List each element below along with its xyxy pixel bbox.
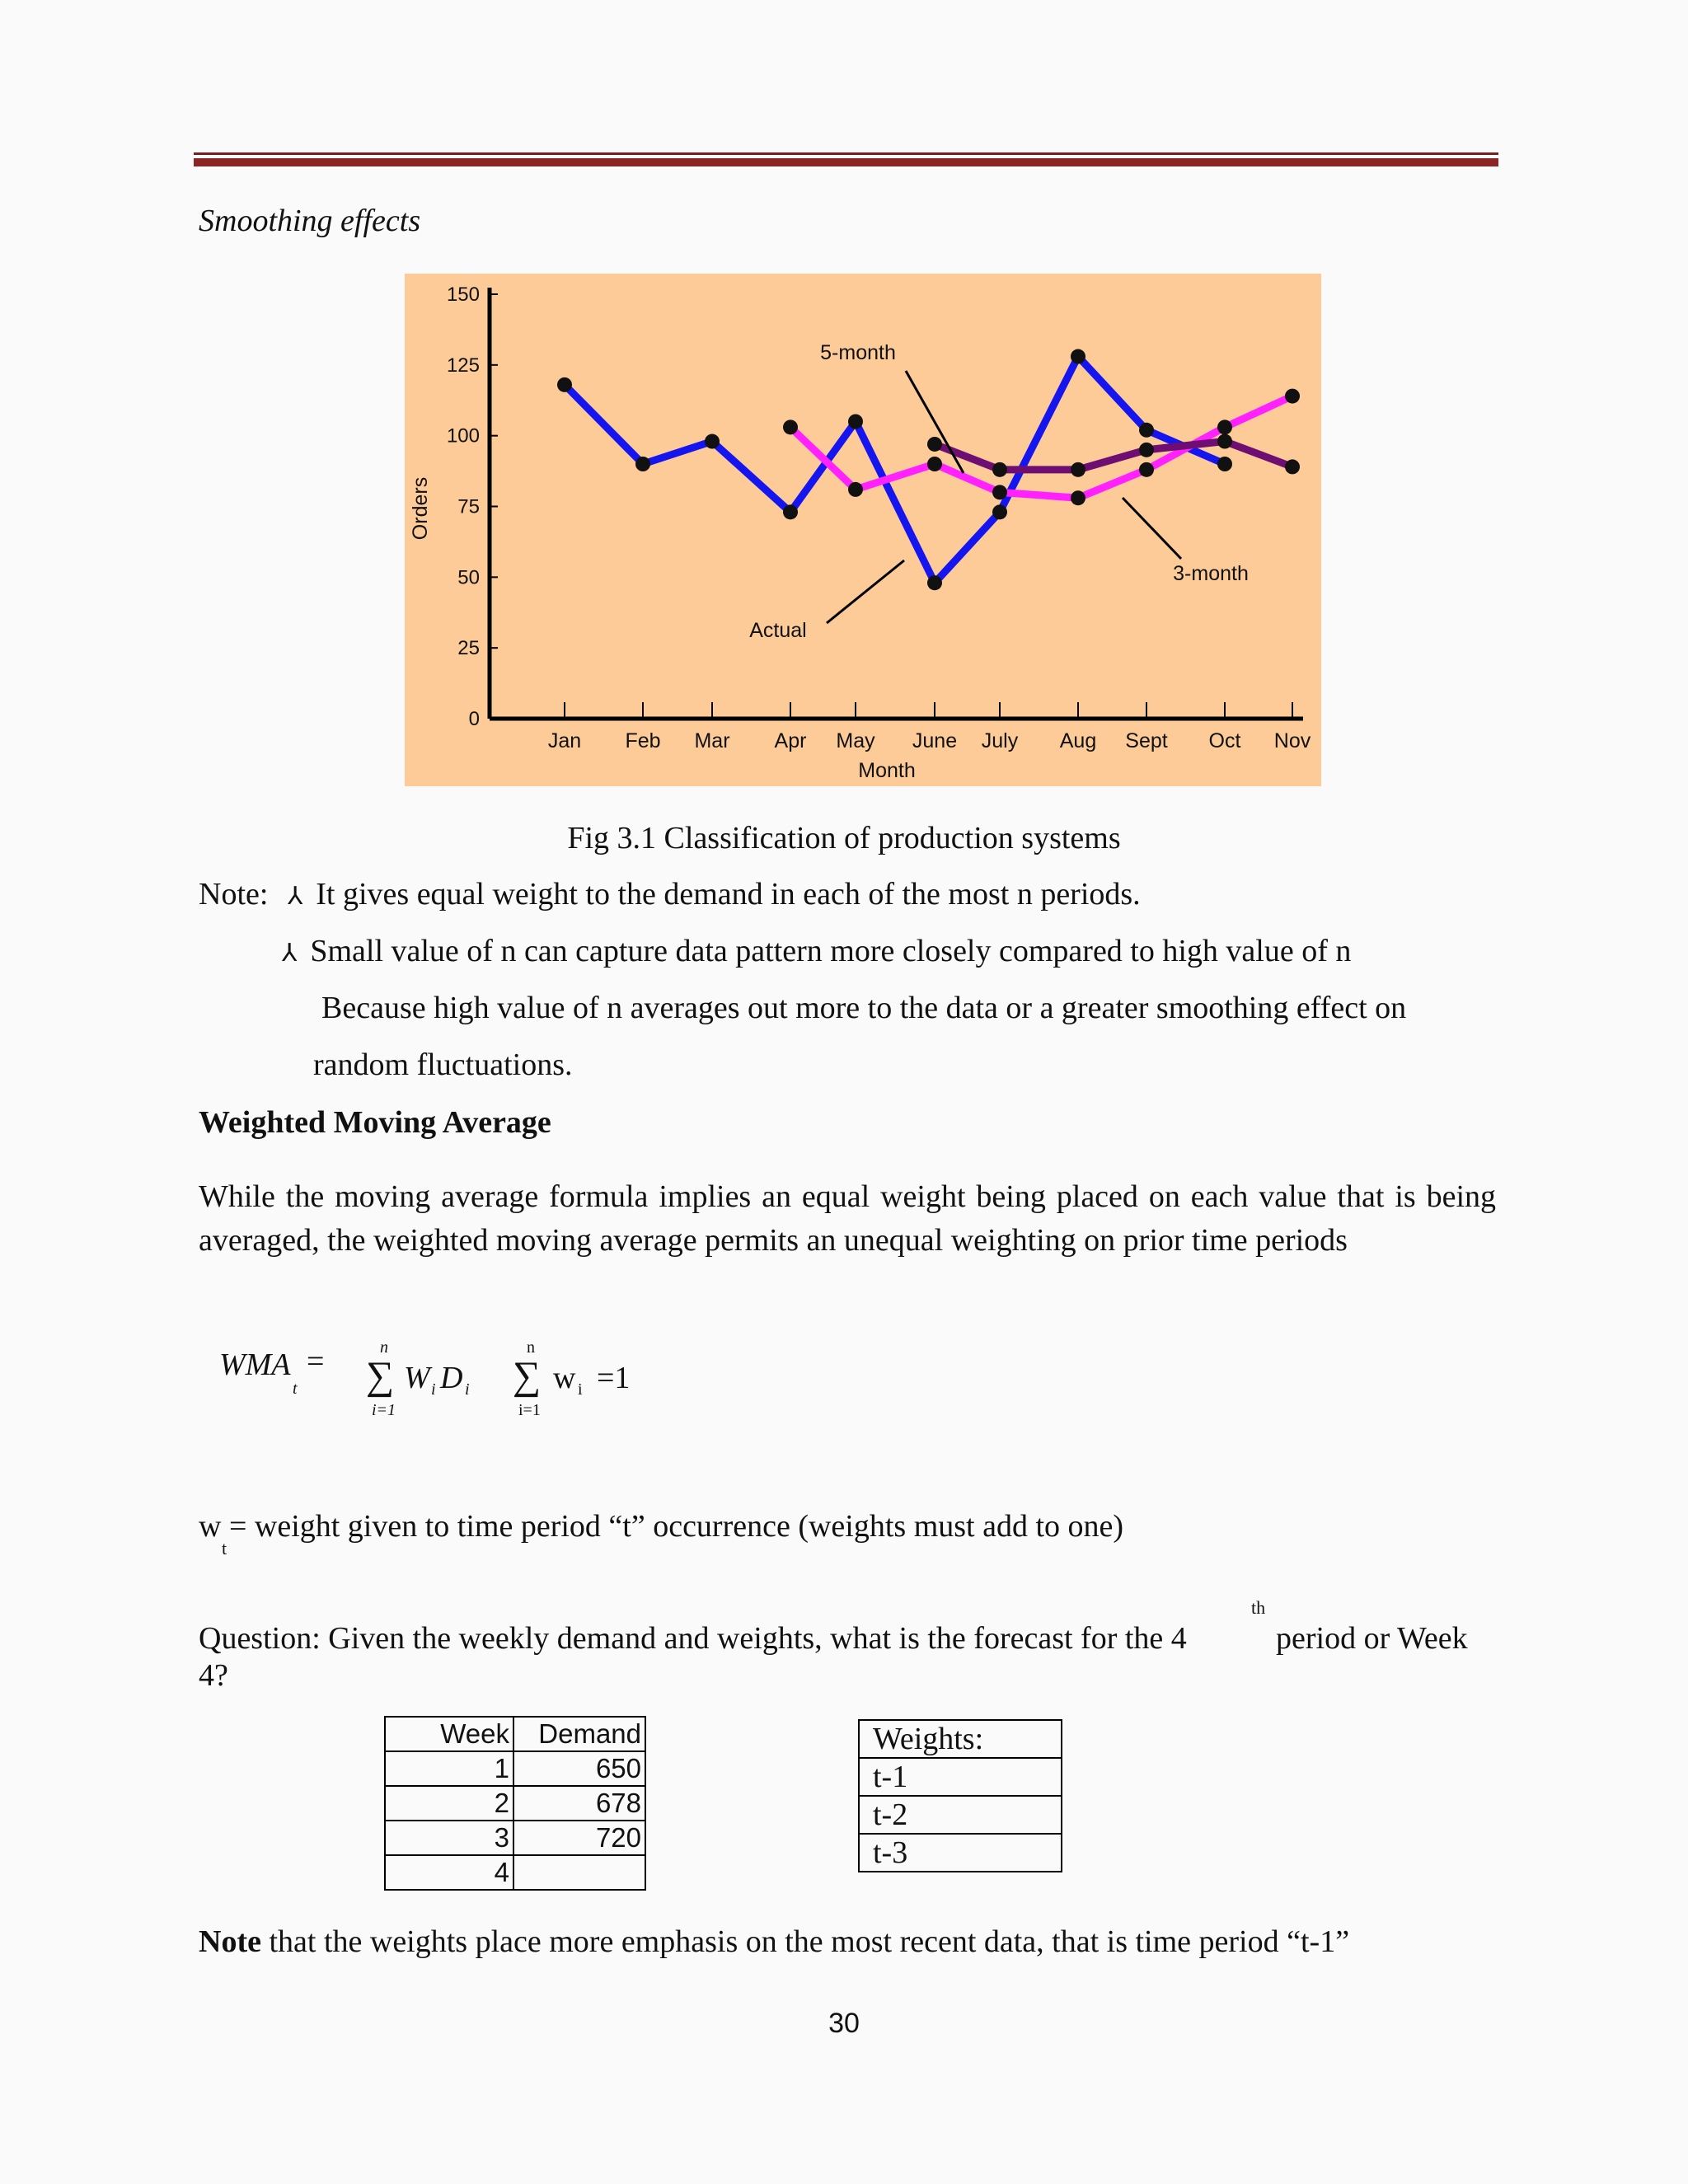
data-point bbox=[1071, 490, 1085, 505]
formula-sum2-bottom: i=1 bbox=[518, 1401, 541, 1419]
x-tick-label: Aug bbox=[1059, 729, 1097, 752]
formula-w-sub: i bbox=[578, 1380, 583, 1399]
sigma-icon: ∑ bbox=[513, 1354, 542, 1398]
table-cell: 2 bbox=[385, 1786, 513, 1821]
note-label: Note: bbox=[199, 877, 269, 912]
header-rule-thin bbox=[194, 152, 1498, 155]
table-row bbox=[859, 1758, 1062, 1796]
data-point bbox=[635, 457, 650, 471]
table-cell: t-1 bbox=[859, 1758, 1062, 1796]
wma-heading: Weighted Moving Average bbox=[199, 1105, 551, 1140]
bullet-2-continuation-1: Because high value of n averages out more to the data or a greater smoothing effect on bbox=[321, 991, 1407, 1025]
bullet-icon: ⅄ bbox=[287, 883, 303, 910]
note-line-1 bbox=[199, 876, 1141, 912]
x-tick-label: Jan bbox=[547, 729, 582, 752]
data-point bbox=[992, 485, 1007, 499]
x-axis-label: Month bbox=[858, 759, 916, 782]
table-cell: 650 bbox=[513, 1751, 645, 1786]
wma-paragraph: While the moving average formula implies an equal weight being placed on each value that is being averaged, the weighted moving average permits an unequal weighting on prior time periods bbox=[199, 1179, 1496, 1258]
formula-term-d-sub: i bbox=[465, 1380, 470, 1399]
chart-svg bbox=[405, 274, 1321, 786]
table-cell: 1 bbox=[385, 1751, 513, 1786]
table-cell: 720 bbox=[513, 1821, 645, 1855]
sigma-icon: ∑ bbox=[366, 1354, 395, 1398]
formula-rhs: =1 bbox=[597, 1361, 631, 1395]
y-tick-label: 50 bbox=[457, 566, 480, 589]
y-tick-label: 150 bbox=[446, 284, 480, 306]
formula-w-term: w bbox=[553, 1361, 576, 1395]
formula-lhs-sub: t bbox=[293, 1380, 298, 1398]
final-note bbox=[199, 1924, 1349, 1960]
question-line-2: 4? bbox=[199, 1658, 228, 1693]
data-point bbox=[1285, 459, 1300, 474]
table-row bbox=[385, 1717, 645, 1751]
data-point bbox=[927, 575, 942, 590]
data-point bbox=[783, 504, 798, 519]
annotation-actual-label: Actual bbox=[749, 619, 807, 642]
header-rule-thick bbox=[194, 158, 1498, 166]
bullet-icon: ⅄ bbox=[282, 940, 298, 967]
data-point bbox=[848, 415, 863, 429]
data-point bbox=[1217, 434, 1232, 449]
annotation-3-month-label: 3-month bbox=[1173, 562, 1249, 585]
section-title: Smoothing effects bbox=[199, 204, 421, 238]
data-point bbox=[783, 419, 798, 434]
y-tick-label: 75 bbox=[457, 495, 480, 518]
y-tick-label: 25 bbox=[457, 637, 480, 660]
page-number: 30 bbox=[828, 2008, 860, 2039]
data-point bbox=[557, 377, 572, 392]
question-superscript: th bbox=[1251, 1597, 1266, 1618]
data-point bbox=[848, 482, 863, 497]
weight-def-sub: t bbox=[222, 1538, 227, 1558]
x-tick-label: June bbox=[912, 729, 958, 752]
bullet-2-continuation-2: random fluctuations. bbox=[313, 1047, 573, 1082]
data-point bbox=[1285, 389, 1300, 404]
data-point bbox=[1139, 443, 1154, 457]
question-line-1-end: period or Week bbox=[1276, 1621, 1468, 1656]
table-header-week: Week bbox=[385, 1717, 513, 1751]
data-point bbox=[1139, 462, 1154, 477]
formula-sum2-top: n bbox=[527, 1338, 535, 1357]
y-tick-label: 125 bbox=[446, 354, 480, 377]
smoothing-chart bbox=[405, 274, 1321, 786]
weight-def-text: = weight given to time period “t” occurrence (weights must add to one) bbox=[228, 1509, 1124, 1544]
demand-table bbox=[384, 1716, 646, 1891]
formula-lhs: WMA bbox=[219, 1347, 291, 1382]
figure-caption: Fig 3.1 Classification of production systems bbox=[567, 821, 1121, 855]
table-cell: 678 bbox=[513, 1786, 645, 1821]
formula-sum-bottom: i=1 bbox=[372, 1401, 396, 1419]
table-cell: t-2 bbox=[859, 1796, 1062, 1834]
table-row bbox=[859, 1834, 1062, 1872]
table-row bbox=[385, 1821, 645, 1855]
data-point bbox=[705, 434, 720, 449]
y-tick-label: 100 bbox=[446, 424, 480, 448]
weight-definition bbox=[199, 1508, 1123, 1544]
y-axis-label: Orders bbox=[409, 476, 432, 541]
bullet-2-text: Small value of n can capture data pattern more closely compared to high value of n bbox=[310, 934, 1352, 968]
x-tick-label: May bbox=[836, 729, 875, 752]
x-tick-label: Oct bbox=[1208, 729, 1241, 752]
table-row bbox=[385, 1786, 645, 1821]
formula-term-w: W bbox=[404, 1361, 430, 1395]
note-line-2 bbox=[282, 933, 1351, 969]
formula-sum-top: n bbox=[380, 1338, 388, 1357]
table-row bbox=[859, 1720, 1062, 1758]
table-cell bbox=[513, 1855, 645, 1890]
data-point bbox=[1071, 462, 1085, 477]
x-tick-label: Feb bbox=[625, 729, 661, 752]
x-tick-label: Mar bbox=[694, 729, 730, 752]
data-point bbox=[992, 504, 1007, 519]
x-tick-label: Sept bbox=[1125, 729, 1168, 752]
table-row bbox=[859, 1796, 1062, 1834]
data-point bbox=[927, 457, 942, 471]
y-tick-label: 0 bbox=[468, 708, 480, 730]
table-row bbox=[385, 1751, 645, 1786]
data-point bbox=[927, 437, 942, 452]
data-point bbox=[1217, 419, 1232, 434]
formula-term-d: D bbox=[440, 1361, 463, 1395]
weights-table bbox=[858, 1719, 1062, 1872]
data-point bbox=[1139, 423, 1154, 438]
data-point bbox=[1071, 349, 1085, 364]
question-line-1: Question: Given the weekly demand and weights, what is the forecast for the 4 bbox=[199, 1621, 1187, 1656]
data-point bbox=[1217, 457, 1232, 471]
x-tick-label: July bbox=[981, 729, 1019, 752]
table-cell: 3 bbox=[385, 1821, 513, 1855]
data-point bbox=[992, 462, 1007, 477]
annotation-5-month-label: 5-month bbox=[820, 341, 896, 364]
weight-def-var: w bbox=[199, 1509, 222, 1544]
table-row bbox=[385, 1855, 645, 1890]
final-note-text: that the weights place more emphasis on the most recent data, that is time period “t-1” bbox=[260, 1924, 1350, 1959]
table-header-demand: Demand bbox=[513, 1717, 645, 1751]
table-cell: Weights: bbox=[859, 1720, 1062, 1758]
final-note-label: Note bbox=[199, 1924, 261, 1959]
table-cell: 4 bbox=[385, 1855, 513, 1890]
bullet-1-text: It gives equal weight to the demand in each of the most n periods. bbox=[316, 877, 1141, 912]
formula-term-w-sub: i bbox=[431, 1380, 436, 1399]
x-tick-label: Apr bbox=[774, 729, 807, 752]
x-tick-label: Nov bbox=[1273, 729, 1311, 752]
table-cell: t-3 bbox=[859, 1834, 1062, 1872]
formula-equals: = bbox=[307, 1344, 325, 1379]
